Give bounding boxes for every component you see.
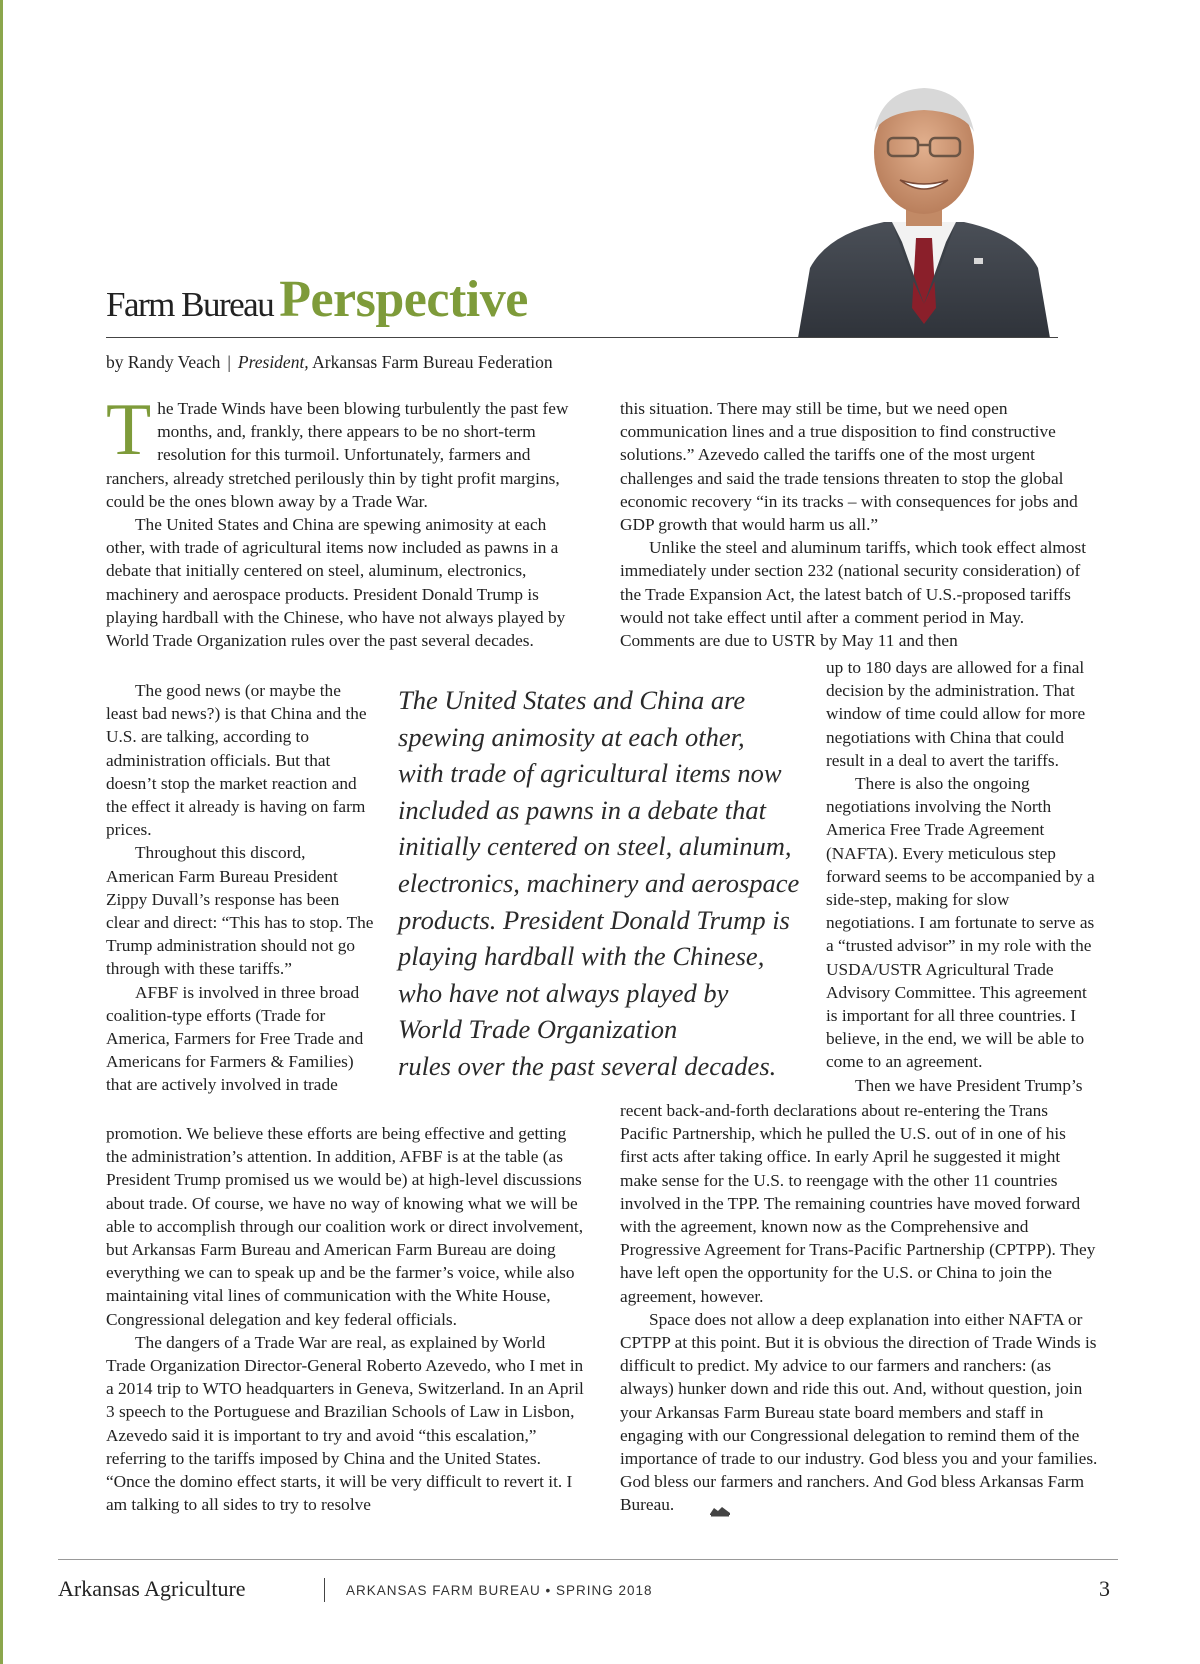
footer-magazine-name: Arkansas Agriculture (58, 1576, 246, 1601)
pull-quote-line: playing hardball with the Chinese, (398, 941, 765, 972)
article-paragraph: Then we have President Trump’s (855, 1075, 1083, 1095)
article-column-right-bottom (620, 1099, 1098, 1517)
article-paragraph: Unlike the steel and aluminum tariffs, which took effect almost immediately under section 232 (national security consideration) of the Trade Expansion Act, the latest batch of U.S.-proposed tariffs would not take effect until after a comment period in May. Comments are due to USTR by May 11 and then (620, 538, 1087, 651)
byline-author: by Randy Veach (106, 352, 221, 372)
page-title (106, 270, 528, 329)
article-paragraph: Space does not allow a deep explanation into either NAFTA or CPTPP at this point. But it is obvious the direction of Trade Winds is difficult to predict. My advice to our farmers and ranchers: (as always) hunker down and ride this out. And, without question, join your Arkansas Farm Bureau state board members and staff in engaging with our Congressional delegation to remind them of the importance of trade to our industry. God bless you and your families. God bless our farmers and ranchers. And God bless Arkansas Farm Bureau. (620, 1308, 1098, 1517)
article-column-right-top (620, 397, 1098, 652)
pull-quote-line: products. President Donald Trump is (398, 904, 790, 935)
pull-quote (398, 682, 813, 1085)
article-paragraph: Throughout this discord, American Farm Bureau President Zippy Duvall’s response has been clear and direct: “This has to stop. The Trump administration should not go through with these tariffs.” (106, 843, 374, 979)
article-column-left-top (106, 389, 584, 652)
pull-quote-line: The United States and China are (398, 685, 746, 715)
byline (106, 352, 553, 373)
pull-quote-line: rules over the past several decades. (398, 1050, 777, 1081)
footer-rule (58, 1559, 1118, 1560)
article-paragraph: The dangers of a Trade War are real, as explained by World Trade Organization Director-General Roberto Azevedo, who I met in a 2014 trip to WTO headquarters in Geneva, Switzerland. In an April 3 speech to the Portuguese and Brazilian Schools of Law in Lisbon, Azevedo said it is important to try and avoid “this escalation,” referring to the tariffs imposed by China and the United States. “Once the domino effect starts, it will be very difficult to revert it. I am talking to all sides to try to resolve (106, 1332, 584, 1515)
footer-issue: ARKANSAS FARM BUREAU • SPRING 2018 (346, 1583, 653, 1598)
farm-bureau-end-mark-icon (680, 1500, 702, 1512)
article-column-left-bottom (106, 1122, 584, 1516)
article-paragraph: The Trade Winds have been blowing turbulently the past few months, and, frankly, there appears to be no short-term resolution for this turmoil. Unfortunately, farmers and ranchers, already stretched perilously thin by tight profit margins, could be the ones blown away by a Trade War. (106, 389, 569, 511)
byline-separator: | (227, 352, 231, 372)
page-number: 3 (1099, 1576, 1110, 1601)
article-paragraph: promotion. We believe these efforts are being effective and getting the administration’s attention. In addition, AFBF is at the table (as President Trump promised us we would be) at high-level discussions about trade. Of course, we have no way of knowing what we will be able to accomplish through our coalition work or direct involvement, but Arkansas Farm Bureau and American Farm Bureau are doing everything we can to speak up and be the farmer’s voice, while also maintaining vital lines of communication with the White House, Congressional delegation and key federal officials. (106, 1124, 584, 1329)
article-paragraph: this situation. There may still be time, but we need open communication lines and a true disposition to find constructive solutions.” Azevedo called the tariffs one of the most urgent challenges and said the trade tensions threaten to stop the global economic recovery “in its tracks – with consequences for jobs and GDP growth that would harm us all.” (620, 399, 1078, 535)
drop-cap: T (106, 389, 152, 471)
pull-quote-line: electronics, machinery and aerospace (398, 867, 800, 898)
byline-org: Arkansas Farm Bureau Federation (312, 352, 553, 372)
pull-quote-line: with trade of agricultural items now (398, 758, 782, 789)
pull-quote-line: World Trade Organization (398, 1014, 678, 1045)
article-paragraph: The good news (or maybe the least bad news?) is that China and the U.S. are talking, according to administration officials. But that doesn’t stop the market reaction and the effect it already is having on farm prices. (106, 681, 367, 840)
footer-divider (324, 1578, 325, 1602)
pull-quote-line: spewing animosity at each other, (398, 721, 745, 752)
pull-quote-line: who have not always played by (398, 977, 729, 1008)
author-portrait (788, 72, 1060, 338)
article-paragraph: The United States and China are spewing animosity at each other, with trade of agricultural items now included as pawns in a debate that initially centered on steel, aluminum, electronics, machinery and aerospace products. President Donald Trump is playing hardball with the Chinese, who have not always played by World Trade Organization rules over the past several decades. (106, 515, 566, 651)
article-column-right-narrow (826, 656, 1098, 1097)
article-paragraph: There is also the ongoing negotiations involving the North America Free Trade Agreement (NAFTA). Every meticulous step forward seems to be accompanied by a side-step, making for slow negotiations. I am fortunate to serve as a “trusted advisor” in my role with the USDA/USTR Agricultural Trade Advisory Committee. This agreement is important for all three countries. I believe, in the end, we will be able to come to an agreement. (826, 774, 1095, 1072)
page-footer (58, 1576, 1118, 1610)
title-perspective: Perspective (279, 271, 528, 328)
article-paragraph: AFBF is involved in three broad coalition-type efforts (Trade for America, Farmers for Free Trade and Americans for Farmers & Families) that are actively involved in trade (106, 982, 364, 1095)
article-paragraph: recent back-and-forth declarations about re-entering the Trans Pacific Partnership, which he pulled the U.S. out of in one of his first acts after taking office. In early April he suggested it might make sense for the U.S. to reengage with the other 11 countries involved in the TPP. The remaining countries have moved forward with the agreement, known now as the Comprehensive and Progressive Agreement for Trans-Pacific Partnership (CPTPP). They have left open the opportunity for the U.S. or China to join the agreement, however. (620, 1101, 1096, 1306)
pull-quote-line: included as pawns in a debate that (398, 794, 767, 825)
article-paragraph: up to 180 days are allowed for a final decision by the administration. That window of time could allow for more negotiations with China that could result in a deal to avert the tariffs. (826, 658, 1086, 770)
title-farm-bureau: Farm Bureau (106, 285, 274, 324)
article-column-left-narrow (106, 679, 374, 1097)
page-edge-line (0, 0, 3, 1664)
byline-role: President, (237, 352, 309, 372)
title-rule (106, 337, 1058, 338)
pull-quote-line: initially centered on steel, aluminum, (398, 831, 792, 862)
